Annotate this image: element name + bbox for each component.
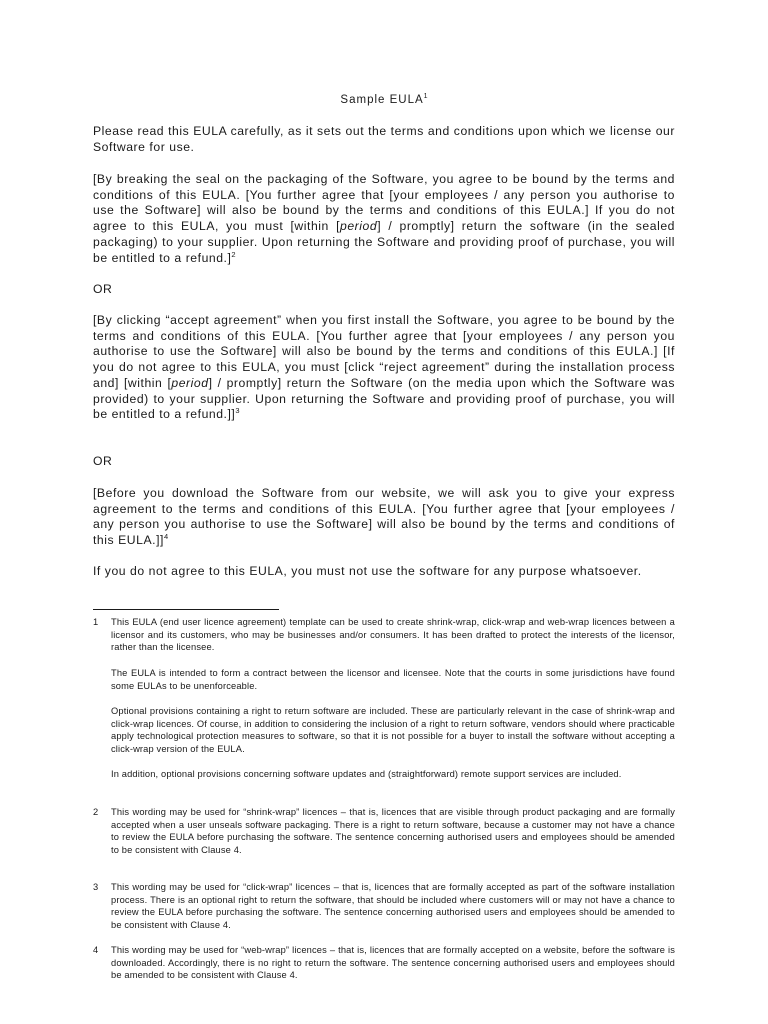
footnote-ref-2: 2 bbox=[231, 249, 236, 259]
footnote-number: 3 bbox=[93, 882, 99, 892]
footnote-text: This EULA (end user licence agreement) template can be used to create shrink-wrap, click-wrap and web-wrap licences between a licensor and its customers, who may be businesses and/or consumers. It has been drafted to protect the interests of the licensor, rather than the licensee. bbox=[111, 617, 675, 653]
footnote-2 bbox=[93, 806, 675, 857]
footnote-1-paragraph-4: In addition, optional provisions concerning software updates and (straightforward) remote support services are included. bbox=[111, 769, 622, 779]
footnote-ref-3: 3 bbox=[235, 406, 240, 416]
footnote-ref-4: 4 bbox=[163, 532, 169, 542]
footnote-text: This wording may be used for “click-wrap” licences – that is, licences that are formally accepted as part of the software installation process. There is an optional right to return the software, that should be included where customers will or may not have a chance to review the EULA before purchasing the software. The sentence concerning authorised users and employees should be amended to be consistent with Clause 4. bbox=[111, 882, 675, 931]
footnote-1-paragraph-2: The EULA is intended to form a contract between the licensor and licensee. Note that the courts in some jurisdictions have found some EULAs to be unenforceable. bbox=[111, 668, 675, 691]
footnote-4 bbox=[93, 944, 675, 982]
footnote-number: 1 bbox=[93, 617, 99, 627]
period-placeholder: period bbox=[340, 219, 378, 234]
intro-paragraph: Please read this EULA carefully, as it sets out the terms and conditions upon which we license our Software for use. bbox=[93, 124, 675, 154]
closing-paragraph: If you do not agree to this EULA, you must not use the software for any purpose whatsoever. bbox=[93, 564, 642, 578]
footnote-text: This wording may be used for “web-wrap” licences – that is, licences that are formally accepted on a website, before the software is downloaded. Accordingly, there is no right to return the software. The sentence concerning authorised users and employees should be amended to be consistent with Clause 4. bbox=[111, 945, 675, 981]
period-placeholder: period bbox=[171, 375, 209, 390]
shrink-wrap-paragraph: [By breaking the seal on the packaging of the Software, you agree to be bound by the terms and conditions of this EULA. [You further agree that [your employees / any person you authorise to use the Software] will also be bound by the terms and conditions of this EULA.] If you do not agree to this EULA, you must [within [period] / promptly] return the software (in the sealed packaging) to your supplier. Upon returning the Software and providing proof of purchase, you will be entitled to a refund.]$^2$ bbox=[93, 172, 675, 265]
web-wrap-paragraph: [Before you download the Software from our website, we will ask you to give your express agreement to the terms and conditions of this EULA. [You further agree that [your employees / any person you authorise to use the Software] will also be bound by the terms and conditions of this EULA.]]$^4$ bbox=[93, 486, 675, 548]
footnote-1-paragraph-3: Optional provisions containing a right to return software are included. These are particularly relevant in the case of shrink-wrap and click-wrap licences. Of course, in addition to considering the inclusion of a right to return software, vendors should where practicable apply technological protection measures to software, so that it is not possible for a buyer to install the software without accepting a click-wrap version of the EULA. bbox=[111, 706, 675, 755]
or-separator-1: OR bbox=[93, 282, 113, 296]
footnote-text: This wording may be used for “shrink-wrap” licences – that is, licences that are visible through product packaging and are formally accepted when a user unseals software packaging. There is a right to return software, because a customer may not have a chance to review the EULA before purchasing the software. The sentence concerning authorised users and employees should be amended to be consistent with Clause 4. bbox=[111, 807, 675, 856]
title-text: Sample EULA bbox=[340, 93, 424, 106]
click-wrap-paragraph: [By clicking “accept agreement” when you first install the Software, you agree to be bound by the terms and conditions of this EULA. [You further agree that [your employees / any person you authorise to use the Software] will also be bound by the terms and conditions of this EULA.] [If you do not agree to this EULA, you must [click “reject agreement” during the installation process and] [within [period] / promptly] return the Software (on the media upon which the Software was provided) to your supplier. Upon returning the Software and providing proof of purchase, you will be entitled to a refund.]]$^3$ bbox=[93, 313, 675, 422]
footnote-1 bbox=[93, 616, 675, 654]
document-title bbox=[0, 93, 768, 106]
footnote-divider bbox=[93, 609, 279, 610]
footnote-number: 4 bbox=[93, 945, 99, 955]
footnote-ref-1: 1 bbox=[423, 93, 428, 100]
or-separator-2: OR bbox=[93, 454, 113, 468]
footnote-number: 2 bbox=[93, 807, 99, 817]
footnote-3 bbox=[93, 881, 675, 932]
